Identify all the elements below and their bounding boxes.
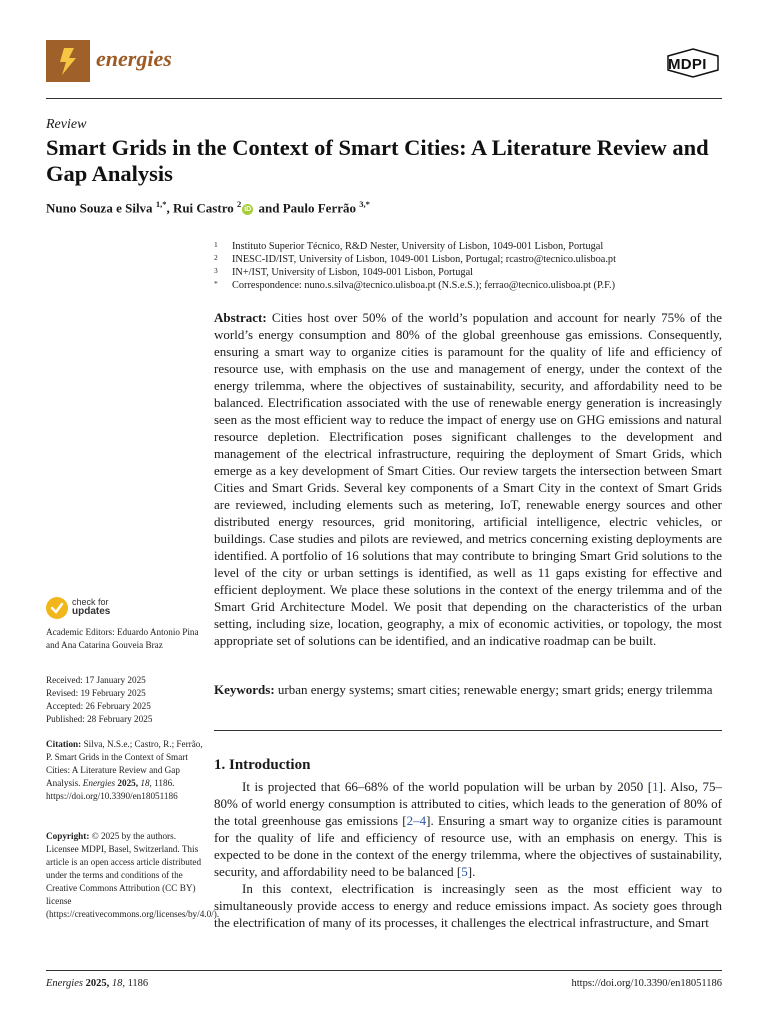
affiliation-mark: 2 <box>214 253 218 262</box>
affiliation-item <box>214 240 616 253</box>
keywords-text: urban energy systems; smart cities; renewable energy; smart grids; energy trilemma <box>277 682 713 697</box>
abstract <box>214 309 722 649</box>
footer-doi[interactable]: https://doi.org/10.3390/en18051186 <box>571 978 722 989</box>
dates-block <box>46 674 206 726</box>
footer-volume: 18, <box>111 978 125 989</box>
author-sup: 3,* <box>359 199 370 209</box>
checkmark-icon <box>46 597 68 619</box>
footer-journal: Energies <box>46 978 83 989</box>
journal-name[interactable]: energies <box>96 46 172 71</box>
footer-page: 1186 <box>127 978 149 989</box>
journal-logo <box>46 40 90 82</box>
academic-editors <box>46 626 206 652</box>
article-type: Review <box>46 117 87 132</box>
check-for-updates-icon[interactable] <box>46 597 68 619</box>
article-title: Smart Grids in the Context of Smart Cities: A Literature Review and Gap Analysis <box>46 135 709 186</box>
author-list <box>46 199 370 216</box>
citation-doi[interactable]: 1186. https://doi.org/10.3390/en18051186 <box>46 778 178 801</box>
intro-paragraph: In this context, electrification is increasingly seen as the most efficient way to simultaneously provide access to energy and reduce emissions impact. As society goes through the electrification of many of its processes, it challenges the electrical infrastructure, and Smart <box>214 881 722 930</box>
header-divider <box>46 98 722 99</box>
footer-divider <box>46 970 722 971</box>
affiliation-mark: 3 <box>214 266 218 275</box>
citation-year: 2025, <box>117 778 139 788</box>
affiliation-item <box>214 279 616 292</box>
date-received: Received: 17 January 2025 <box>46 675 146 685</box>
author-name[interactable]: Rui Castro <box>172 200 234 216</box>
keywords-label: Keywords: <box>214 682 275 697</box>
footer-citation <box>46 978 148 989</box>
editors-names: Eduardo Antonio Pina and Ana Catarina Gouveia Braz <box>46 627 199 650</box>
date-published: Published: 28 February 2025 <box>46 714 153 724</box>
author-separator: and <box>258 200 280 216</box>
citation-link[interactable]: 1 <box>652 779 659 794</box>
author-separator: , <box>166 200 170 216</box>
citation-link[interactable]: 2–4 <box>406 813 427 828</box>
affiliation-mark: 1 <box>214 240 218 249</box>
citation-journal: Energies <box>82 778 116 788</box>
citation-volume: 18, <box>140 778 152 788</box>
intro-text: ]. Also, 75–80% of world energy consumption is attributed to cities, which leads to the generation of 80% of the total greenhouse gas emissions [ <box>214 779 722 828</box>
author-sup: 2 <box>236 199 242 209</box>
affiliation-text: IN+/IST, University of Lisbon, 1049-001 Lisbon, Portugal <box>232 267 473 278</box>
affiliation-list <box>214 240 616 292</box>
affiliation-text: Instituto Superior Técnico, R&D Nester, University of Lisbon, 1049-001 Lisbon, Portugal <box>232 241 604 252</box>
correspondence-text: Correspondence: nuno.s.silva@tecnico.ulisboa.pt (N.S.e.S.); ferrao@tecnico.ulisboa.pt (P.F.) <box>232 280 616 291</box>
keywords <box>214 681 722 698</box>
check-for-updates-label[interactable]: check for <box>72 597 109 607</box>
section-heading: 1. Introduction <box>214 757 311 773</box>
author-sup: 1,* <box>155 199 167 209</box>
citation-link[interactable]: 5 <box>461 864 468 879</box>
intro-paragraph <box>214 778 722 880</box>
check-for-updates-label-bold[interactable]: updates <box>72 606 111 617</box>
citation-label: Citation: <box>46 739 82 749</box>
citation-text: Silva, N.S.e.; Castro, R.; Ferrão, P. Smart Grids in the Context of Smart Cities: A Literature Review and Gap Analysis. <box>46 739 203 788</box>
copyright-block <box>46 830 220 921</box>
editors-label: Academic Editors: <box>46 627 115 637</box>
publisher-logo[interactable]: MDPI <box>668 56 707 73</box>
intro-text: It is projected that 66–68% of the world population will be urban by 2050 [ <box>242 779 653 794</box>
introduction-body <box>214 778 722 931</box>
abstract-label: Abstract: <box>214 310 267 325</box>
intro-text: ]. <box>467 864 476 879</box>
affiliation-text: INESC-ID/IST, University of Lisbon, 1049-001 Lisbon, Portugal; rcastro@tecnico.ulisboa.pt <box>232 254 616 265</box>
author-name[interactable]: Nuno Souza e Silva <box>46 200 153 216</box>
lightning-icon <box>46 40 90 82</box>
date-revised: Revised: 19 February 2025 <box>46 688 146 698</box>
footer-year: 2025, <box>85 978 110 989</box>
intro-text: ]. Ensuring a smart way to organize cities is paramount for the quality of life and efficiency of resource use, with an emphasis on energy. This is expected to be done in the context of the energy trilemma, where the objectives of sustainability, security, and affordability need to be balanced [ <box>214 813 722 879</box>
abstract-text: Cities host over 50% of the world’s population and account for nearly 75% of the world’s energy consumption and 80% of the global greenhouse gas emissions. Consequently, ensuring a smart way to organize cities is paramount for the quality of life and efficiency of resource use, with emphasis on the use and management of energy, under the context of the energy trilemma, where the objectives of sustainability, security, and affordability need to be balanced. Electrification associated with the use of renewable energy generation is increasingly seen as the most efficient way to reduce the impact of energy use on GHG emissions and natural resource depletion. Electrification poses significant challenges to the development and management of the electrical infrastructure, requiring the deployment of Smart Grids, which emerge as a key development of Smart Cities. Our review targets the intersection between Smart Cities and Smart Grids. Several key components of a Smart City in the context of Smart Grids are reviewed, including elements such as metering, IoT, renewable energy sources and other distributed energy resources, grid monitoring, artificial intelligence, electric vehicles, or buildings. Case studies and pilots are reviewed, and metrics concerning existing deployments are identified. A portfolio of 16 solutions that may contribute to bringing Smart Grid solutions to the level of the city or urban settings is identified, as well as 11 gaps existing for effective and efficient deployment. We place these solutions in the context of the energy trilemma and of the Smart Grid Architecture Model. We posit that depending on the characteristics of the urban setting, including size, location, geography, a mix of economic activities, or topology, the most appropriate set of solutions can be identified, and an indicative roadmap can be built. <box>214 310 723 648</box>
affiliation-mark: * <box>214 279 218 288</box>
citation-block <box>46 738 206 803</box>
copyright-text: © 2025 by the authors. Licensee MDPI, Basel, Switzerland. This article is an open access article distributed under the terms and conditions of the Creative Commons Attribution (CC BY) license (https://creativecommons.org/licenses/by/4.0/). <box>46 831 220 919</box>
author-name[interactable]: Paulo Ferrão <box>282 200 356 216</box>
section-divider <box>214 730 722 731</box>
copyright-label: Copyright: <box>46 831 90 841</box>
orcid-icon[interactable]: iD <box>244 206 252 214</box>
affiliation-item <box>214 266 616 279</box>
affiliation-item <box>214 253 616 266</box>
date-accepted: Accepted: 26 February 2025 <box>46 701 151 711</box>
